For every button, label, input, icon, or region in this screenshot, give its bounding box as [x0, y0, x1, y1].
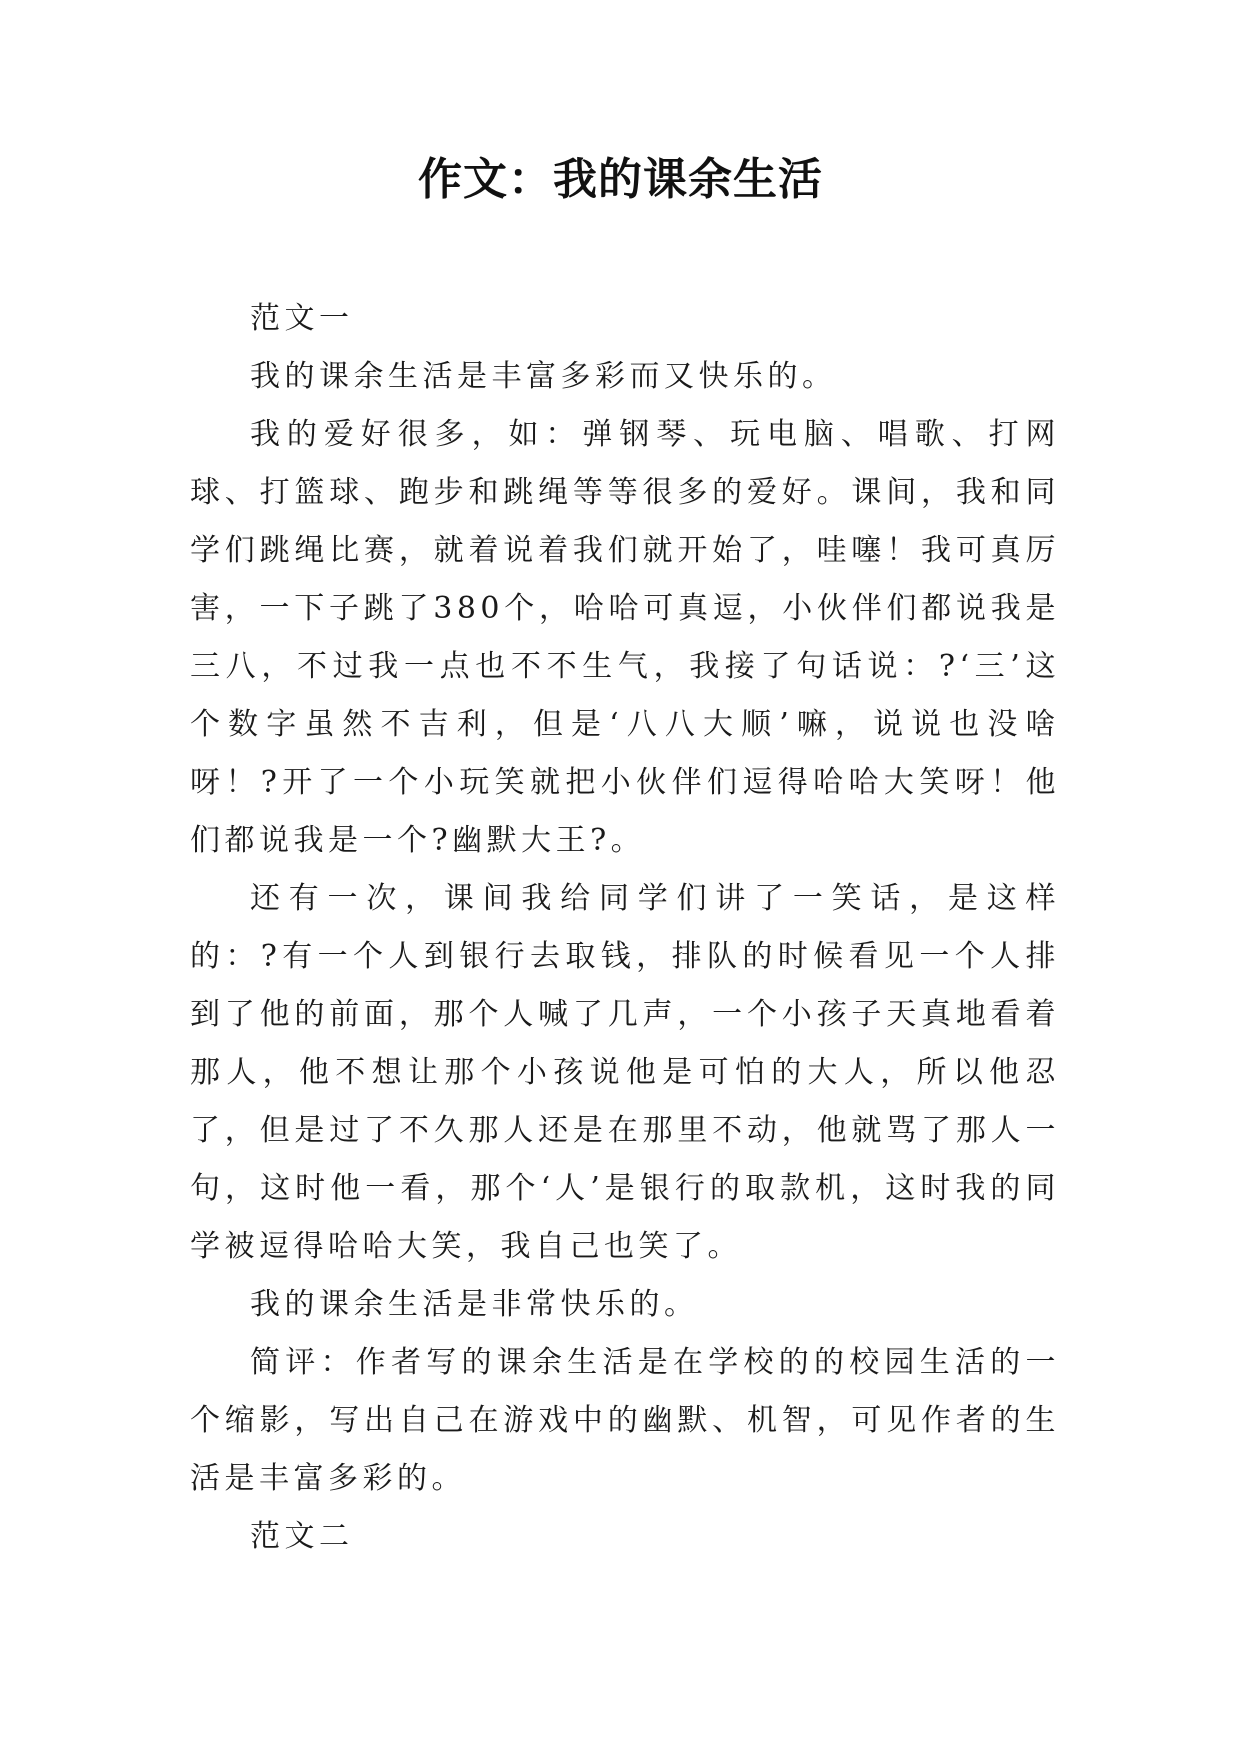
- paragraph: 我的课余生活是非常快乐的。: [250, 1287, 699, 1322]
- commentary-paragraph: 简评：作者写的课余生活是在学校的的校园生活的一个缩影，写出自己在游戏中的幽默、机智，可见作者的生活是丰富多彩的。: [190, 1345, 1060, 1496]
- paragraph: 我的课余生活是丰富多彩而又快乐的。: [250, 359, 837, 394]
- paragraph: 我的爱好很多，如：弹钢琴、玩电脑、唱歌、打网球、打篮球、跑步和跳绳等等很多的爱好。课间，我和同学们跳绳比赛，就着说着我们就开始了，哇噻！我可真厉害，一下子跳了380个，哈哈可真逗，小伙伴们都说我是三八，不过我一点也不不生气，我接了句话说：?‘三’这个数字虽然不吉利，但是‘八八大顺’嘛，说说也没啥呀！?开了一个小玩笑就把小伙伴们逗得哈哈大笑呀！他们都说我是一个?幽默大王?。: [190, 417, 1060, 858]
- heading-model-essay-1: 范文一: [250, 301, 354, 336]
- paragraph: 还有一次，课间我给同学们讲了一笑话，是这样的：?有一个人到银行去取钱，排队的时候看见一个人排到了他的前面，那个人喊了几声，一个小孩子天真地看着那人，他不想让那个小孩说他是可怕的大人，所以他忍了，但是过了不久那人还是在那里不动，他就骂了那人一句，这时他一看，那个‘人’是银行的取款机，这时我的同学被逗得哈哈大笑，我自己也笑了。: [190, 881, 1060, 1264]
- heading-model-essay-2: 范文二: [250, 1519, 354, 1554]
- document-title: 作文：我的课余生活: [418, 154, 823, 205]
- document-body: [190, 290, 1060, 1566]
